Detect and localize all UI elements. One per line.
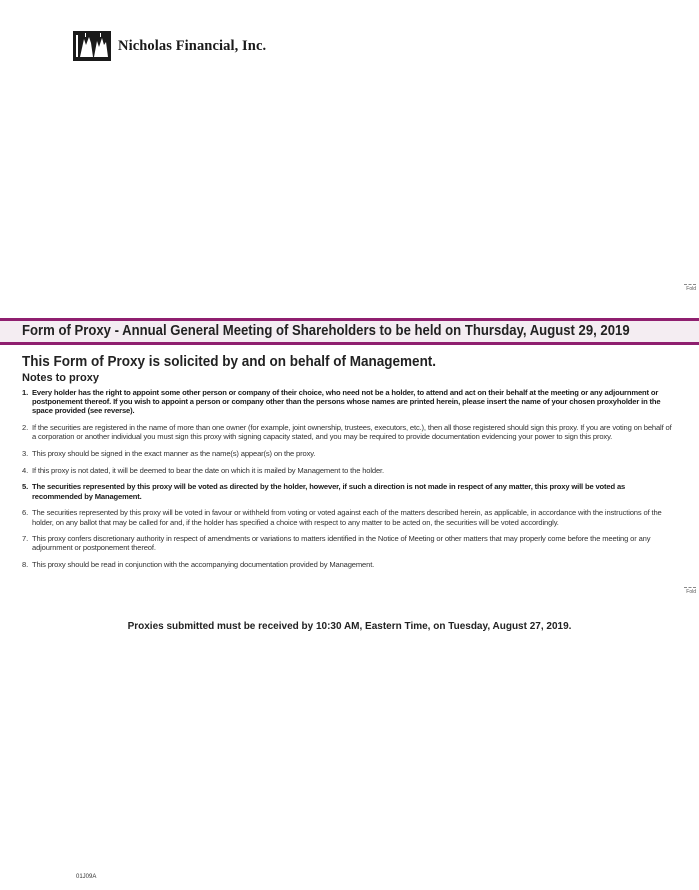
company-logo bbox=[73, 31, 266, 61]
note-number: 1. bbox=[22, 388, 29, 397]
fold-mark-top: Fold bbox=[684, 284, 696, 292]
note-number: 3. bbox=[22, 449, 29, 459]
company-logo-mark-icon bbox=[73, 31, 111, 61]
note-number: 2. bbox=[22, 423, 29, 433]
note-item bbox=[22, 388, 677, 416]
note-item bbox=[22, 534, 677, 552]
note-text: The securities represented by this proxy will be voted as directed by the holder, however, if such a direction is not made in respect of any matter, this proxy will be voted as recommended by Management. bbox=[32, 482, 626, 501]
note-number: 6. bbox=[22, 508, 29, 518]
proxy-notes-section bbox=[22, 353, 677, 577]
notes-heading: Notes to proxy bbox=[22, 372, 100, 384]
note-item bbox=[22, 466, 677, 475]
company-name: Nicholas Financial, Inc. bbox=[118, 37, 267, 54]
form-title-band bbox=[0, 318, 699, 345]
note-number: 8. bbox=[22, 560, 29, 570]
form-code: 01J09A bbox=[76, 874, 97, 880]
note-number: 5. bbox=[22, 482, 29, 492]
note-item bbox=[22, 482, 677, 500]
note-text: The securities represented by this proxy will be voted in favour or withheld from voting or voted against each of the matters described herein, as applicable, in accordance with the instructions of the holder, on any ballot that may be called for and, if the holder has specified a choice with respect to any matter to be acted on, the securities will be voted accordingly. bbox=[32, 508, 662, 527]
submission-deadline: Proxies submitted must be received by 10:30 AM, Eastern Time, on Tuesday, August 27, 2019. bbox=[127, 621, 572, 632]
note-text: This proxy confers discretionary authority in respect of amendments or variations to matters identified in the Notice of Meeting or other matters that may properly come before the meeting or any adjournment or postponement thereof. bbox=[32, 534, 651, 553]
note-text: If this proxy is not dated, it will be deemed to bear the date on which it is mailed by Management to the holder. bbox=[32, 465, 384, 475]
note-number: 7. bbox=[22, 534, 29, 544]
note-number: 4. bbox=[22, 465, 29, 475]
fold-mark-middle: Fold bbox=[684, 587, 696, 595]
note-item bbox=[22, 449, 677, 458]
note-item bbox=[22, 560, 677, 569]
form-title: Form of Proxy - Annual General Meeting of Shareholders to be held on Thursday, August 29, 2019 bbox=[22, 323, 630, 339]
form-subtitle: This Form of Proxy is solicited by and on behalf of Management. bbox=[22, 353, 437, 370]
note-item bbox=[22, 423, 677, 441]
note-text: Every holder has the right to appoint some other person or company of their choice, who need not be a holder, to attend and act on their behalf at the meeting or any adjournment or postponement thereof. If you wish to appoint a person or company other than the persons whose names are printed herein, please insert the name of your chosen proxyholder in the space provided (see reverse). bbox=[32, 388, 661, 416]
note-text: This proxy should be signed in the exact manner as the name(s) appear(s) on the proxy. bbox=[32, 449, 316, 459]
note-item bbox=[22, 508, 677, 526]
note-text: If the securities are registered in the name of more than one owner (for example, joint ownership, trustees, executors, etc.), then all those registered should sign this proxy. If you are voting on behalf of a corporation or another individual you must sign this proxy with signing capacity stated, and you may be required to provide documentation evidencing your power to sign this proxy. bbox=[32, 423, 672, 442]
note-text: This proxy should be read in conjunction with the accompanying documentation provided by Management. bbox=[32, 560, 375, 570]
notes-list bbox=[22, 388, 677, 569]
